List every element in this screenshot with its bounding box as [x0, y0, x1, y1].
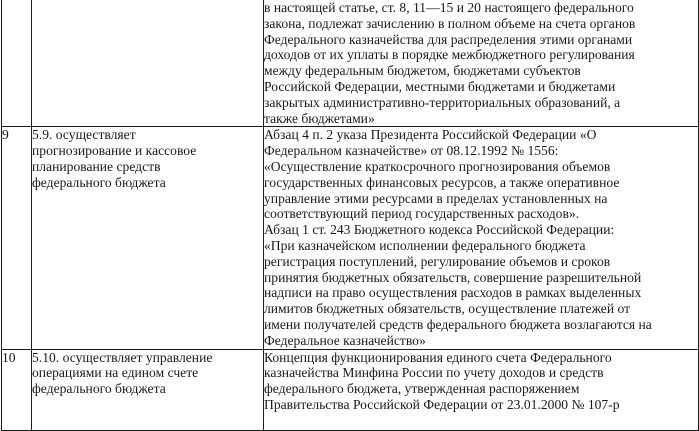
text-line: имени получателей средств федерального бюджета возлагаются на	[264, 316, 652, 332]
text-line: федерального бюджета, утвержденная распоряжением	[264, 381, 580, 397]
text-line: Концепция функционирования единого счета Федерального	[264, 349, 612, 365]
text-line: федерального бюджета	[32, 381, 166, 397]
text-line: федерального бюджета	[32, 174, 166, 190]
function-cell	[32, 0, 264, 127]
text-line: управление этими ресурсами в пределах установленных на	[264, 190, 608, 206]
text-line: операциями на едином счете	[32, 365, 199, 381]
text-line: Федерального казначейства для распределения этими органами	[264, 31, 633, 47]
text-line: закрытых административно-территориальных образований, а	[264, 94, 621, 110]
text-line: Российской Федерации, местными бюджетами и бюджетами	[264, 78, 616, 94]
text-line: «При казначейском исполнении федерального бюджета	[264, 237, 586, 253]
text-line: Федеральном казначействе» от 08.12.1992 № 1556:	[264, 143, 559, 159]
text-line: доходов от их уплаты в порядке межбюджетного регулирования	[264, 47, 635, 63]
text-line: прогнозирование и кассовое	[32, 143, 197, 159]
text-line: Абзац 1 ст. 243 Бюджетного кодекса Российской Федерации:	[264, 222, 615, 238]
text-line: «Осуществление краткосрочного прогнозирования объемов	[264, 158, 611, 174]
legal-basis-cell	[264, 127, 699, 349]
text-line: принятия бюджетных обязательств, совершение разрешительной	[264, 269, 642, 285]
row-number: 9	[2, 127, 9, 143]
text-line: регистрация поступлений, регулирование объемов и сроков	[264, 253, 611, 269]
text-line: Абзац 4 п. 2 указа Президента Российской Федерации «О	[264, 127, 597, 143]
legal-basis-table	[1, 0, 699, 431]
text-line: казначейства Минфина России по учету доходов и средств	[264, 365, 604, 381]
table-row	[2, 127, 699, 349]
text-line: Правительства Российской Федерации от 23.01.2000 № 107-р	[264, 396, 620, 412]
text-line: соответствующий период государственных расходов».	[264, 206, 580, 222]
text-line: Федеральное казначейство»	[264, 332, 426, 348]
text-line: планирование средств	[32, 158, 161, 174]
text-line: также бюджетами»	[264, 110, 375, 126]
text-line: 5.10. осуществляет управление	[32, 349, 213, 365]
text-line: надписи на право осуществления расходов в рамках выделенных	[264, 285, 642, 301]
row-number-cell	[2, 127, 32, 349]
text-line: в настоящей статье, ст. 8, 11—15 и 20 настоящего федерального	[264, 0, 634, 15]
row-number: 10	[2, 349, 16, 365]
text-line: 5.9. осуществляет	[32, 127, 136, 143]
legal-basis-cell	[264, 0, 699, 127]
text-line: лимитов бюджетных обязательств, осуществление платежей от	[264, 301, 631, 317]
text-line: государственных финансовых ресурсов, а также оперативное	[264, 174, 620, 190]
text-line: закона, подлежат зачислению в полном объеме на счета органов	[264, 15, 636, 31]
table-row	[2, 0, 699, 127]
text-line: между федеральным бюджетом, бюджетами субъектов	[264, 63, 581, 79]
row-number-cell	[2, 0, 32, 127]
function-cell	[32, 127, 264, 349]
